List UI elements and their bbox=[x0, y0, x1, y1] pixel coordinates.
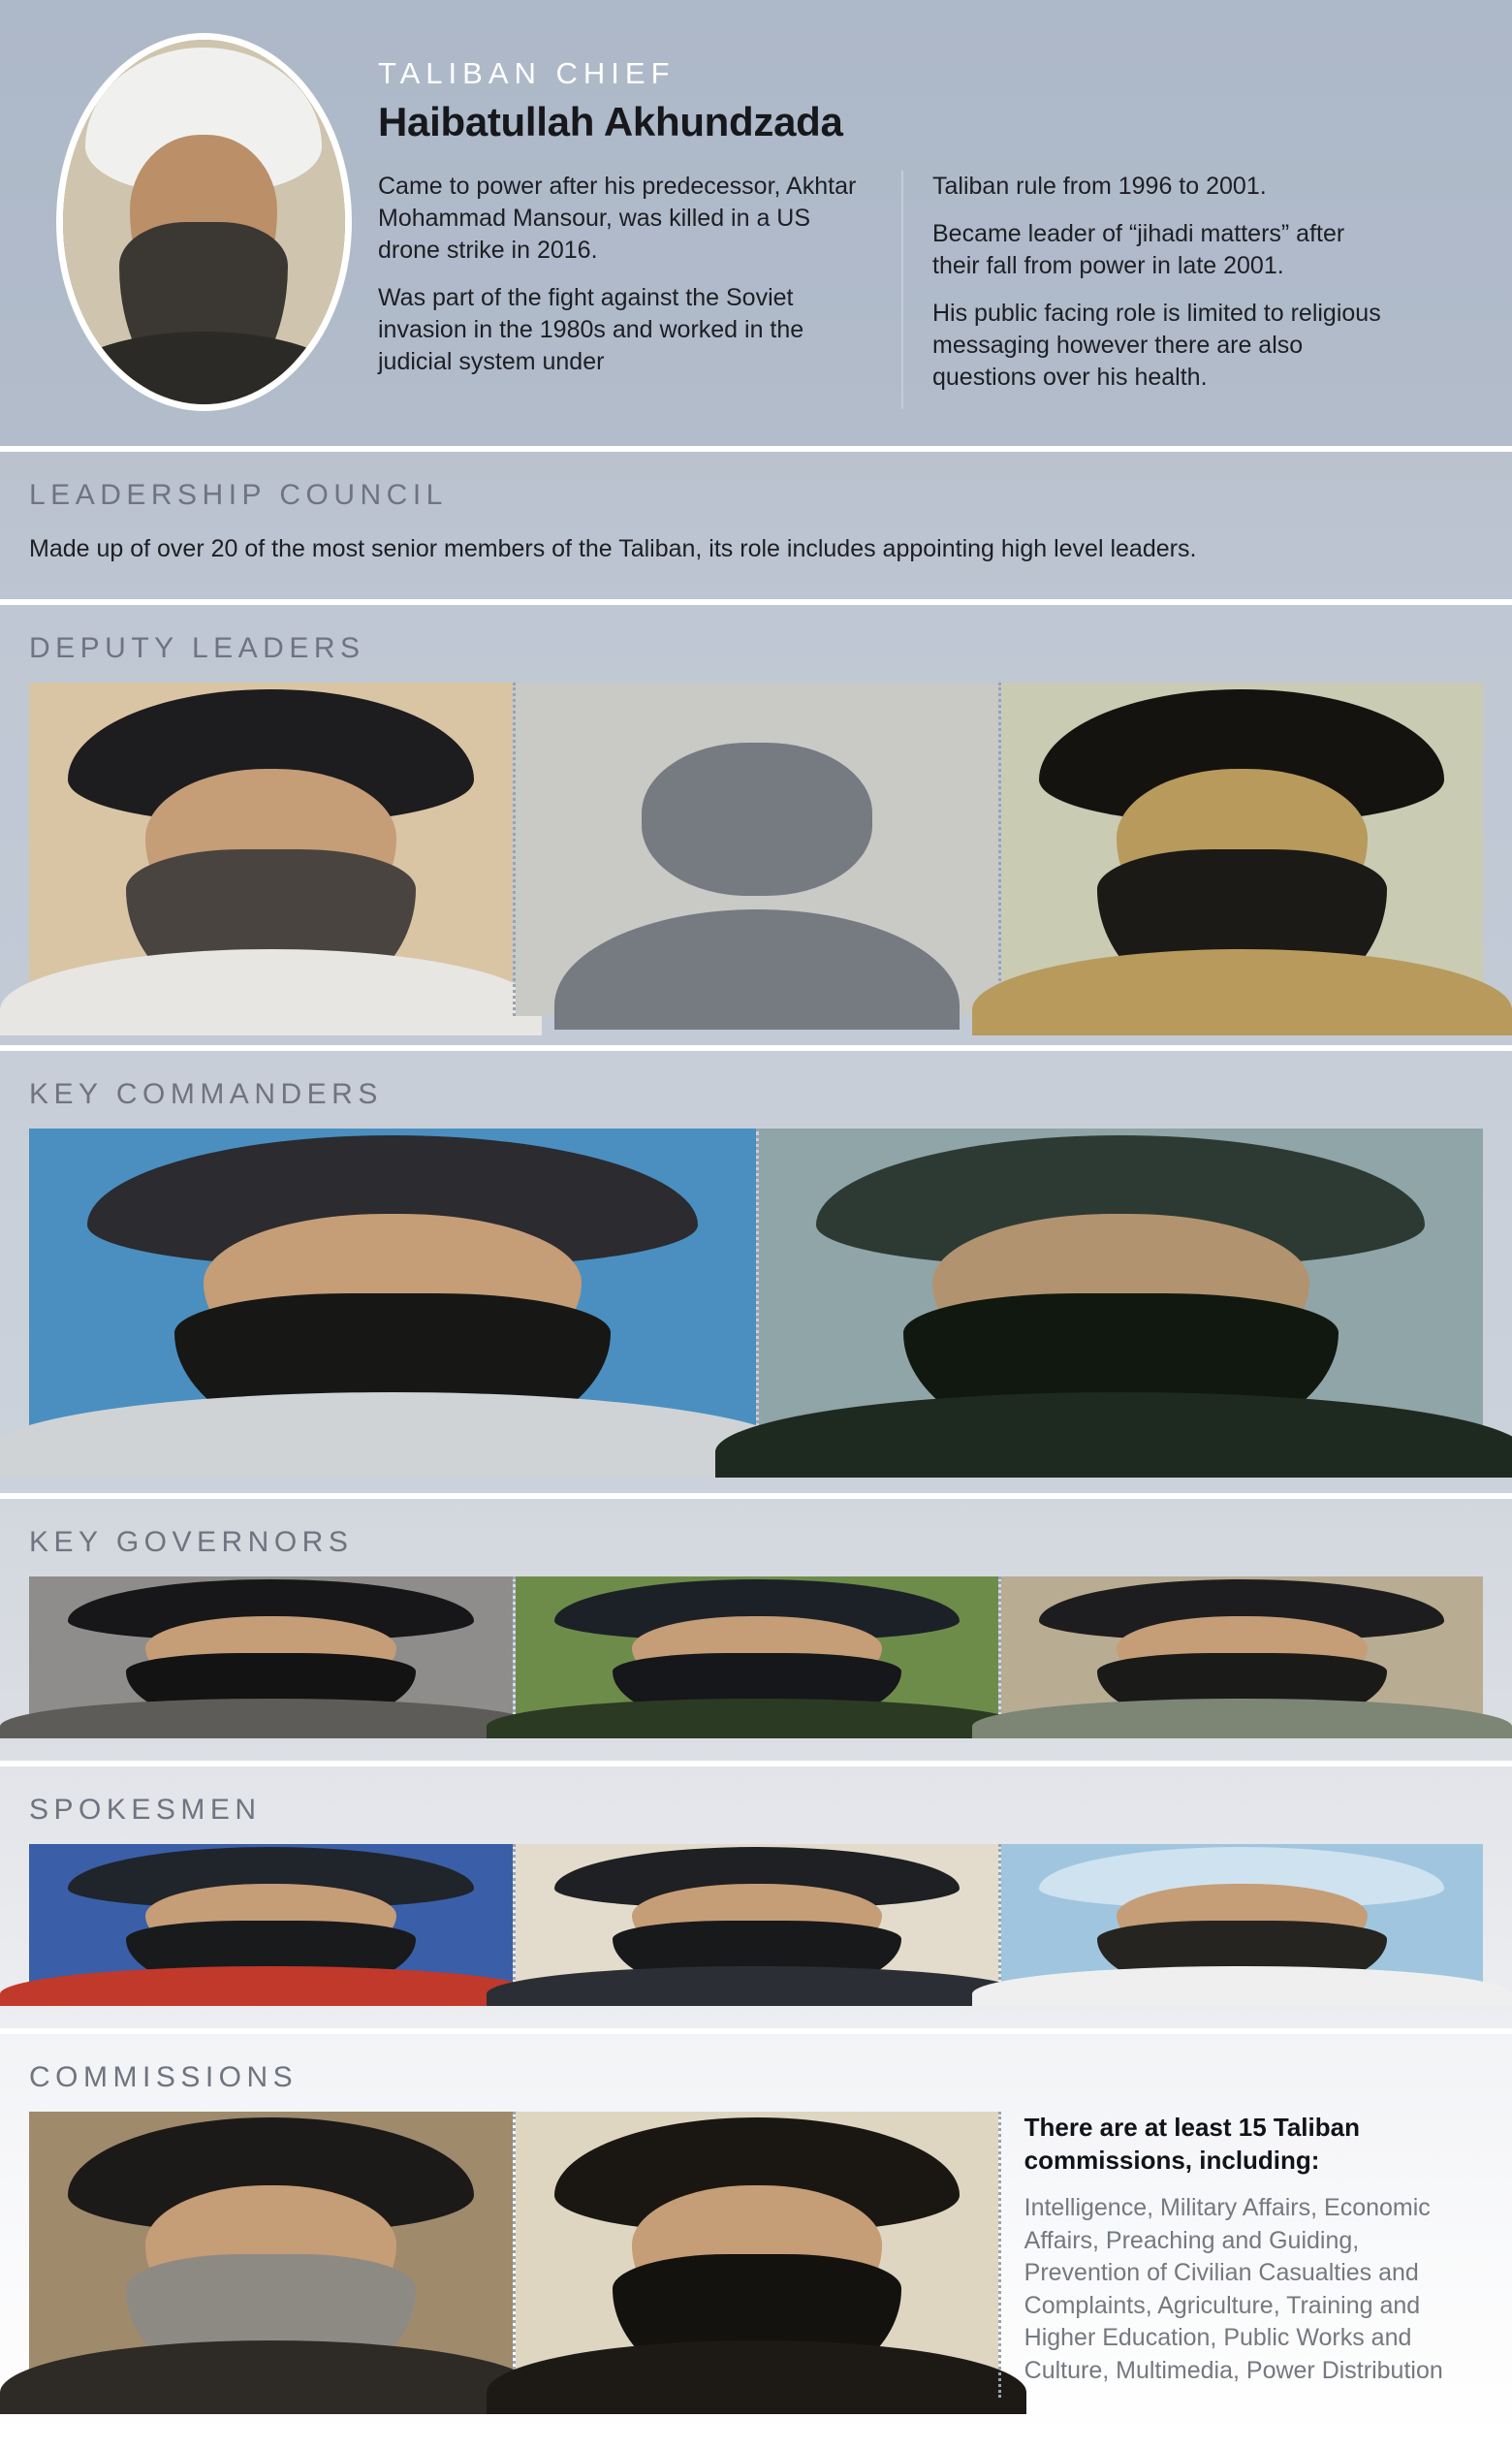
section-leadership-council bbox=[0, 452, 1512, 599]
person-avatar bbox=[376, 2117, 497, 2268]
person-card bbox=[29, 683, 513, 1016]
chief-photo-wrap bbox=[29, 33, 378, 411]
section-key-governors bbox=[0, 1499, 1512, 1761]
section-title-spokesmen: SPOKESMEN bbox=[29, 1793, 262, 1826]
chief-left-column bbox=[378, 171, 901, 409]
person-card bbox=[756, 1129, 1483, 1458]
deputy-leaders-row bbox=[29, 683, 1483, 1016]
person-avatar bbox=[381, 1584, 497, 1730]
person-card bbox=[513, 683, 997, 1016]
section-title-key-commanders: KEY COMMANDERS bbox=[29, 1077, 383, 1110]
person-card bbox=[29, 1129, 756, 1458]
person-card bbox=[998, 683, 1483, 1016]
chief-text-block bbox=[378, 33, 1483, 409]
person-avatar bbox=[1351, 1584, 1467, 1730]
person-avatar bbox=[352, 708, 497, 853]
person-avatar bbox=[381, 1852, 497, 1997]
commissions-row bbox=[29, 2112, 1483, 2398]
person-card bbox=[29, 1844, 513, 1997]
chief-bio-paragraph: Became leader of “jihadi matters” after their fall from power in late 2001. bbox=[932, 220, 1345, 279]
chief-right-column bbox=[901, 171, 1425, 409]
section-deputy-leaders bbox=[0, 605, 1512, 1045]
person-avatar bbox=[862, 2117, 983, 2268]
person-avatar bbox=[1301, 1146, 1465, 1330]
commissions-note bbox=[998, 2112, 1483, 2398]
spokesmen-row bbox=[29, 1844, 1483, 1997]
person-avatar bbox=[866, 1584, 983, 1730]
person-avatar bbox=[574, 1146, 739, 1330]
key-commanders-row bbox=[29, 1129, 1483, 1458]
person-avatar bbox=[866, 1852, 983, 1997]
chief-bio-paragraph: His public facing role is limited to religious messaging however there are also questions over his health. bbox=[932, 300, 1381, 391]
chief-portrait-photo bbox=[56, 33, 352, 411]
section-commissions bbox=[0, 2034, 1512, 2436]
commissions-note-heading: There are at least 15 Taliban commissions, including: bbox=[1024, 2112, 1360, 2175]
person-avatar bbox=[1322, 708, 1467, 853]
person-card bbox=[29, 2112, 513, 2398]
section-spokesmen bbox=[0, 1766, 1512, 2028]
person-card bbox=[513, 2112, 997, 2398]
person-card bbox=[513, 1576, 997, 1730]
chief-name: Haibatullah Akhundzada bbox=[378, 99, 843, 144]
chief-kicker: TALIBAN CHIEF bbox=[378, 56, 676, 90]
person-avatar bbox=[1351, 1852, 1467, 1997]
person-card bbox=[513, 1844, 997, 1997]
commissions-note-list: Intelligence, Military Affairs, Economic Affairs, Preaching and Guiding, Prevention of Civilian Casualties and Complaints, Agriculture, Training and Higher Education, Public Works and Culture, Multimedia, Power Distribution bbox=[1024, 2194, 1443, 2384]
person-card bbox=[998, 1844, 1483, 1997]
section-taliban-chief bbox=[0, 0, 1512, 446]
section-title-deputy-leaders: DEPUTY LEADERS bbox=[29, 631, 365, 664]
chief-bio-paragraph: Taliban rule from 1996 to 2001. bbox=[932, 173, 1267, 200]
section-title-leadership-council: LEADERSHIP COUNCIL bbox=[29, 479, 448, 511]
section-title-key-governors: KEY GOVERNORS bbox=[29, 1525, 354, 1558]
chief-bio-paragraph: Was part of the fight against the Soviet invasion in the 1980s and worked in the judicial system under bbox=[378, 284, 804, 375]
section-key-commanders bbox=[0, 1051, 1512, 1493]
person-card bbox=[29, 1576, 513, 1730]
person-avatar-placeholder bbox=[837, 708, 983, 853]
person-card bbox=[998, 1576, 1483, 1730]
chief-bio-paragraph: Came to power after his predecessor, Akhtar Mohammad Mansour, was killed in a US drone strike in 2016. bbox=[378, 173, 857, 264]
section-title-commissions: COMMISSIONS bbox=[29, 2060, 299, 2093]
leadership-council-body: Made up of over 20 of the most senior members of the Taliban, its role includes appointing high level leaders. bbox=[29, 535, 1197, 562]
key-governors-row bbox=[29, 1576, 1483, 1730]
